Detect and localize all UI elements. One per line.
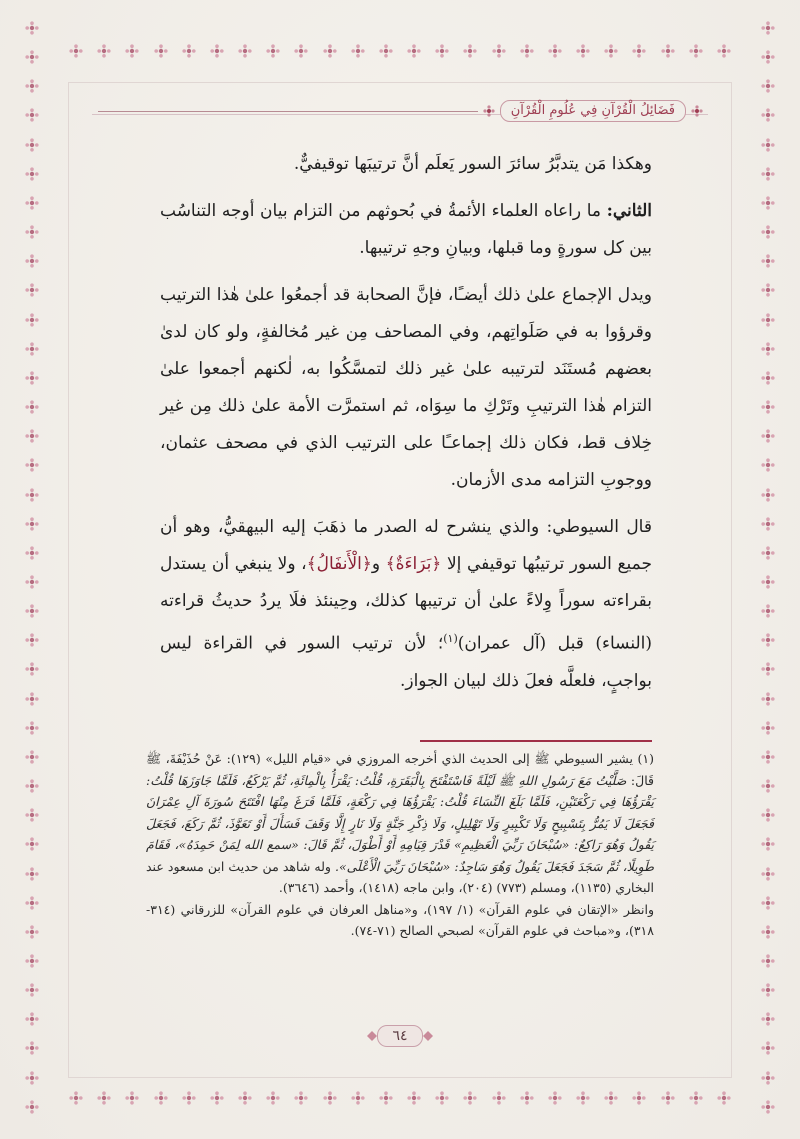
floral-ornament-icon <box>760 778 776 794</box>
floral-ornament-icon <box>760 982 776 998</box>
floral-ornament-icon <box>24 574 40 590</box>
floral-ornament-icon <box>24 428 40 444</box>
flower-ornament-icon <box>482 104 496 118</box>
running-title: فَضَائِلُ الْقُرْآنِ فِي عُلُومِ الْقُرْآنِ <box>500 100 686 122</box>
floral-ornament-icon <box>760 341 776 357</box>
floral-ornament-icon <box>406 1090 422 1106</box>
floral-ornament-icon <box>760 603 776 619</box>
paragraph-4-a: قال السيوطي: والذي ينشرح له الصدر ما ذهَبَ إليه البيهقيُّ، وهو أن جميع السور ترتيبُها توقيفي إلا <box>160 517 652 574</box>
floral-ornament-icon <box>760 661 776 677</box>
quran-ref-anfal: ﴿الْأَنفَالُ﴾ <box>306 554 372 574</box>
floral-ornament-icon <box>24 895 40 911</box>
diamond-ornament-icon <box>367 1031 377 1041</box>
floral-ornament-icon <box>760 399 776 415</box>
floral-ornament-icon <box>124 43 140 59</box>
floral-ornament-icon <box>760 282 776 298</box>
floral-ornament-icon <box>760 20 776 36</box>
paragraph-2 <box>160 193 652 267</box>
floral-ornament-icon <box>603 43 619 59</box>
paragraph-3: ويدل الإجماع علىٰ ذلك أيضـًا، فإنَّ الصحابة قد أجمعُوا علىٰ هٰذا الترتيب وقرؤوا به في صَلَواتِهم، وفي المصاحف مِن غير مُخالفةٍ، ولو كان لدىٰ بعضهم مُستَنَد لترتيبه علىٰ غير ذلك لتمسَّكُوا به، لٰكنهم أجمعوا علىٰ التزام هٰذا الترتيبِ وتَرْكِ ما سِوَاه، ثم استمرَّت الأمة علىٰ ذلك مِن غير خِلاف قط، فكان ذلك إجماعـًا على الترتيب الذي في مصحف عثمان، ووجوبِ التزامه مدى الأزمان. <box>160 285 652 490</box>
floral-ornament-icon <box>68 1090 84 1106</box>
floral-ornament-icon <box>760 224 776 240</box>
floral-ornament-icon <box>24 341 40 357</box>
floral-ornament-icon <box>760 836 776 852</box>
floral-ornament-icon <box>760 1070 776 1086</box>
footnote-separator <box>420 740 652 742</box>
floral-ornament-icon <box>24 953 40 969</box>
floral-ornament-icon <box>760 253 776 269</box>
paragraph-2-label: الثاني: <box>606 201 652 221</box>
top-ornament-border <box>68 40 732 62</box>
paragraph-4-and: و <box>371 554 386 574</box>
floral-ornament-icon <box>519 1090 535 1106</box>
floral-ornament-icon <box>760 49 776 65</box>
floral-ornament-icon <box>491 1090 507 1106</box>
floral-ornament-icon <box>760 457 776 473</box>
floral-ornament-icon <box>68 43 84 59</box>
floral-ornament-icon <box>24 20 40 36</box>
floral-ornament-icon <box>237 43 253 59</box>
floral-ornament-icon <box>24 866 40 882</box>
floral-ornament-icon <box>760 1099 776 1115</box>
floral-ornament-icon <box>24 137 40 153</box>
floral-ornament-icon <box>760 78 776 94</box>
floral-ornament-icon <box>760 632 776 648</box>
floral-ornament-icon <box>760 166 776 182</box>
footnote-2: وانظر «الإتقان في علوم القرآن» (١/ ١٩٧)، و«مناهل العرفان في علوم القرآن» للزرقاني (٣١٤- ٣١٨)، و«مباحث في علوم القرآن» لصبحي الصالح (٧١-٧٤). <box>146 901 654 938</box>
floral-ornament-icon <box>265 43 281 59</box>
paragraph-4-b: ، ولا ينبغي أن يستدل بقراءته سوراً وِلاءً علىٰ أن ترتيبها كذلك، وحِينئذ فلَا يردُ حديثُ قراءته (النساء) قبل (آل عمران) <box>160 554 652 654</box>
floral-ornament-icon <box>24 836 40 852</box>
floral-ornament-icon <box>24 749 40 765</box>
diamond-ornament-icon <box>423 1031 433 1041</box>
floral-ornament-icon <box>24 457 40 473</box>
floral-ornament-icon <box>547 43 563 59</box>
floral-ornament-icon <box>24 516 40 532</box>
floral-ornament-icon <box>24 1070 40 1086</box>
floral-ornament-icon <box>124 1090 140 1106</box>
floral-ornament-icon <box>760 1011 776 1027</box>
running-header <box>92 98 708 124</box>
floral-ornament-icon <box>760 1040 776 1056</box>
floral-ornament-icon <box>760 953 776 969</box>
floral-ornament-icon <box>462 1090 478 1106</box>
floral-ornament-icon <box>378 43 394 59</box>
floral-ornament-icon <box>24 399 40 415</box>
footnotes <box>146 748 654 942</box>
floral-ornament-icon <box>322 1090 338 1106</box>
right-ornament-border <box>752 20 784 1115</box>
floral-ornament-icon <box>24 982 40 998</box>
floral-ornament-icon <box>181 1090 197 1106</box>
floral-ornament-icon <box>760 545 776 561</box>
header-line <box>98 111 478 112</box>
floral-ornament-icon <box>24 487 40 503</box>
floral-ornament-icon <box>24 107 40 123</box>
floral-ornament-icon <box>24 78 40 94</box>
flower-ornament-icon <box>690 104 704 118</box>
floral-ornament-icon <box>760 107 776 123</box>
floral-ornament-icon <box>24 603 40 619</box>
floral-ornament-icon <box>716 43 732 59</box>
floral-ornament-icon <box>24 632 40 648</box>
floral-ornament-icon <box>24 778 40 794</box>
floral-ornament-icon <box>153 43 169 59</box>
floral-ornament-icon <box>760 895 776 911</box>
floral-ornament-icon <box>660 43 676 59</box>
floral-ornament-icon <box>760 370 776 386</box>
floral-ornament-icon <box>760 924 776 940</box>
floral-ornament-icon <box>760 866 776 882</box>
main-text <box>160 146 652 710</box>
floral-ornament-icon <box>322 43 338 59</box>
floral-ornament-icon <box>24 1040 40 1056</box>
floral-ornament-icon <box>24 166 40 182</box>
footnote-1-tail: وله شاهد من حديث ابن مسعود عند البخاري (١١٣٥)، ومسلم (٧٧٣) (٢٠٤)، وابن ماجه (١٤١٨)، وأحمد (٣٦٤٦). <box>146 858 654 895</box>
floral-ornament-icon <box>24 49 40 65</box>
paragraph-4-c: ؛ لأن ترتيب السور في القراءة ليس بواجبٍ، فلعلَّه فعلَ ذلك لبيان الجواز. <box>160 633 652 691</box>
floral-ornament-icon <box>760 428 776 444</box>
floral-ornament-icon <box>24 312 40 328</box>
floral-ornament-icon <box>209 1090 225 1106</box>
floral-ornament-icon <box>24 253 40 269</box>
floral-ornament-icon <box>631 1090 647 1106</box>
floral-ornament-icon <box>760 312 776 328</box>
floral-ornament-icon <box>660 1090 676 1106</box>
footnote-1-intro: (١) يشير السيوطي ﷺ إلى الحديث الذي أخرجه المروزي في «قيام الليل» (١٢٩): عَنْ حُذَيْفَةَ، ﷺ قَالَ: <box>146 751 654 788</box>
floral-ornament-icon <box>350 43 366 59</box>
floral-ornament-icon <box>96 1090 112 1106</box>
floral-ornament-icon <box>24 691 40 707</box>
floral-ornament-icon <box>24 720 40 736</box>
floral-ornament-icon <box>631 43 647 59</box>
bottom-ornament-border <box>68 1087 732 1109</box>
floral-ornament-icon <box>462 43 478 59</box>
floral-ornament-icon <box>24 195 40 211</box>
floral-ornament-icon <box>760 137 776 153</box>
floral-ornament-icon <box>760 691 776 707</box>
floral-ornament-icon <box>760 487 776 503</box>
floral-ornament-icon <box>24 224 40 240</box>
floral-ornament-icon <box>378 1090 394 1106</box>
floral-ornament-icon <box>760 807 776 823</box>
floral-ornament-icon <box>265 1090 281 1106</box>
floral-ornament-icon <box>293 1090 309 1106</box>
floral-ornament-icon <box>24 807 40 823</box>
paragraph-1: وهكذا مَن يتدبَّرُ سائرَ السور يَعلَم أنَّ ترتيبَها توقيفيٌّ. <box>293 154 652 174</box>
floral-ornament-icon <box>181 43 197 59</box>
paragraph-4 <box>160 509 652 700</box>
floral-ornament-icon <box>406 43 422 59</box>
floral-ornament-icon <box>24 924 40 940</box>
left-ornament-border <box>16 20 48 1115</box>
footnote-ref[interactable]: (١) <box>443 632 458 645</box>
floral-ornament-icon <box>688 1090 704 1106</box>
floral-ornament-icon <box>603 1090 619 1106</box>
floral-ornament-icon <box>153 1090 169 1106</box>
floral-ornament-icon <box>24 370 40 386</box>
floral-ornament-icon <box>434 43 450 59</box>
floral-ornament-icon <box>491 43 507 59</box>
floral-ornament-icon <box>434 1090 450 1106</box>
floral-ornament-icon <box>760 749 776 765</box>
quran-ref-baraah: ﴿بَرَاءَةٌ﴾ <box>385 554 442 574</box>
floral-ornament-icon <box>96 43 112 59</box>
floral-ornament-icon <box>24 1099 40 1115</box>
page-number-label: ٦٤ <box>377 1025 423 1047</box>
floral-ornament-icon <box>209 43 225 59</box>
paragraph-2-text: ما راعاه العلماء الأئمةُ في بُحوثهم من التزام بيان أوجه التناسُب بين كل سورةٍ وما قبلها، وبيانِ وجهِ ترتيبها. <box>160 201 652 258</box>
floral-ornament-icon <box>24 661 40 677</box>
floral-ornament-icon <box>688 43 704 59</box>
floral-ornament-icon <box>575 43 591 59</box>
floral-ornament-icon <box>24 1011 40 1027</box>
floral-ornament-icon <box>547 1090 563 1106</box>
floral-ornament-icon <box>293 43 309 59</box>
footnote-1-hadith: صَلَّيْتُ مَعَ رَسُولِ اللهِ ﷺ لَيْلَةً فَاسْتَفْتَحَ بِالْبَقَرَةِ، قُلْتُ: يَقْرَأُ بِالْمِائَةِ، ثُمَّ يَرْكَعُ، فَلَمَّا جَاوَزَهَا قُلْتُ: يَقْرَؤُهَا فِي رَكْعَتَيْنِ، فَلَمَّا بَلَغَ النِّسَاءَ قُلْتُ: يَقْرَؤُهَا فِي رَكْعَةٍ، فَلَمَّا فَرَغَ مِنْهَا افْتَتَحَ سُورَةَ آلِ عِمْرَانَ فَجَعَلَ لَا يَمُرُّ بِتَسْبِيحٍ وَلَا تَكْبِيرٍ وَلَا تَهْلِيلٍ، وَلَا ذِكْرِ جَنَّةٍ وَلَا نَارٍ إِلَّا وَقَفَ فَسَأَلَ أَوْ تَعَوَّذَ، ثُمَّ رَكَعَ، فَجَعَلَ يَقُولُ وَهُوَ رَاكِعٌ: «سُبْحَانَ رَبِّيَ الْعَظِيمِ» قَدْرَ قِيَامِهِ أَوْ أَطْوَلَ، ثُمَّ قَالَ: «سمع الله لِمَنْ حَمِدَهُ»، فَقَامَ طَوِيلًا، ثُمَّ سَجَدَ فَجَعَلَ يَقُولُ وَهُوَ سَاجِدٌ: «سُبْحَانَ رَبِّيَ الْأَعْلَى». <box>146 772 654 874</box>
floral-ornament-icon <box>24 282 40 298</box>
floral-ornament-icon <box>716 1090 732 1106</box>
floral-ornament-icon <box>760 574 776 590</box>
floral-ornament-icon <box>519 43 535 59</box>
floral-ornament-icon <box>350 1090 366 1106</box>
floral-ornament-icon <box>24 545 40 561</box>
floral-ornament-icon <box>760 720 776 736</box>
footnote-1 <box>146 748 654 899</box>
floral-ornament-icon <box>760 195 776 211</box>
floral-ornament-icon <box>237 1090 253 1106</box>
floral-ornament-icon <box>575 1090 591 1106</box>
floral-ornament-icon <box>760 516 776 532</box>
page-number <box>362 1024 438 1048</box>
